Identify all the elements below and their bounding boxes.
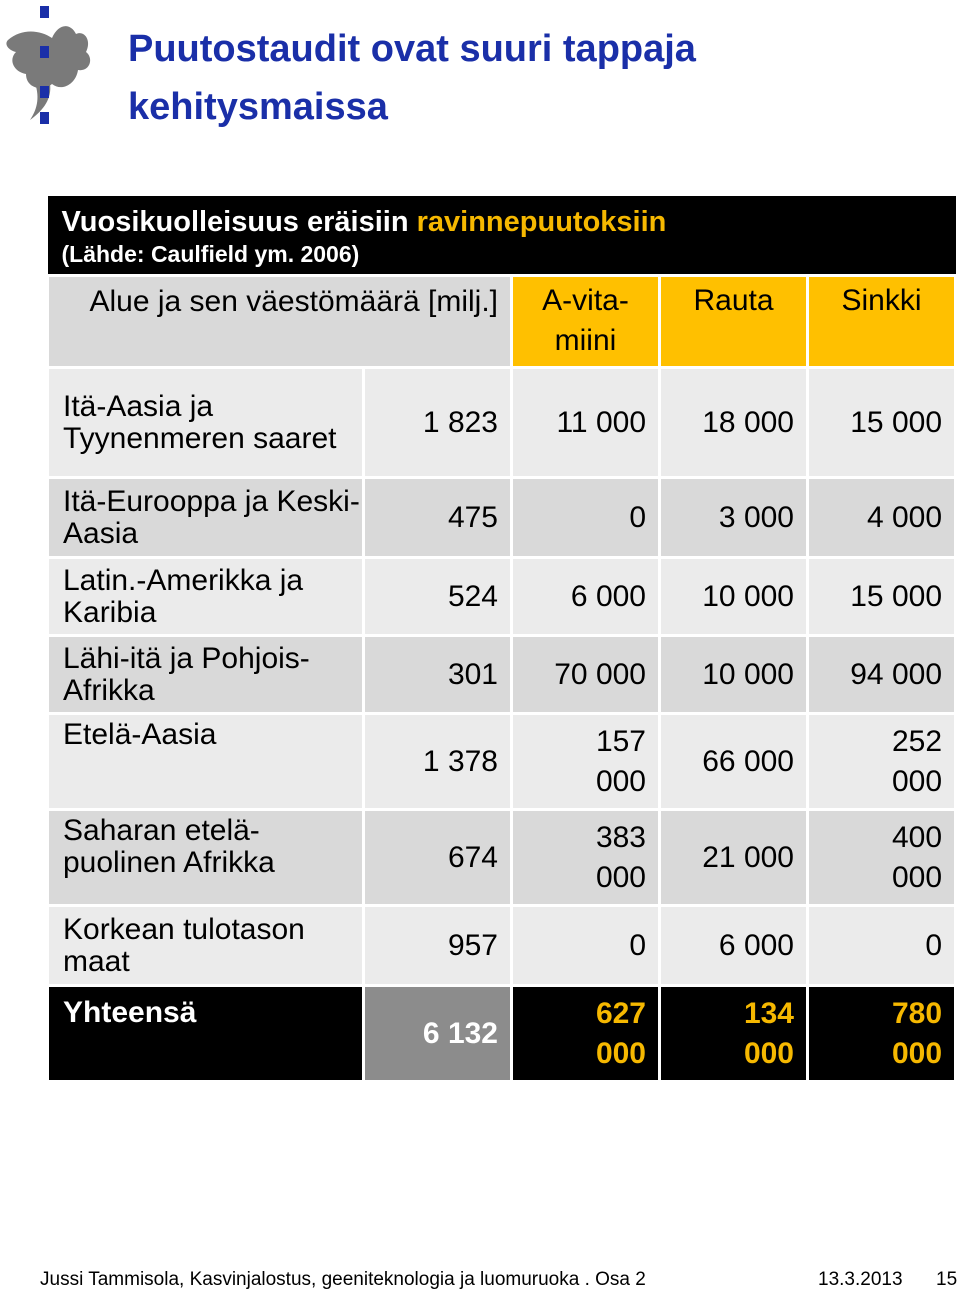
footer-date: 13.3.2013	[818, 1269, 903, 1290]
region-cell: Lähi-itä ja Pohjois-Afrikka	[48, 636, 364, 714]
page-title: Puutostaudit ovat suuri tappaja kehitysmaissa	[128, 28, 696, 128]
iron-cell: 3 000	[660, 478, 808, 558]
region-cell: Latin.-Amerikka ja Karibia	[48, 558, 364, 636]
total-vitamin-a-cell: 627 000	[512, 986, 660, 1082]
table-caption: Vuosikuolleisuus eräisiin ravinnepuutoksiin	[61, 206, 667, 238]
page-number: 15	[936, 1269, 958, 1290]
region-cell: Korkean tulotason maat	[48, 906, 364, 986]
population-cell: 1 378	[364, 714, 512, 810]
zinc-cell: 4 000	[808, 478, 956, 558]
caption-highlight: ravinnepuutoksiin	[416, 206, 667, 238]
total-population-cell: 6 132	[364, 986, 512, 1082]
zinc-cell: 94 000	[808, 636, 956, 714]
population-cell: 1 823	[364, 368, 512, 478]
table-row	[48, 478, 956, 558]
mortality-table	[46, 196, 957, 1083]
iron-cell: 10 000	[660, 636, 808, 714]
vitamin-a-cell: 0	[512, 478, 660, 558]
table-header	[48, 196, 956, 276]
column-headers	[48, 276, 956, 368]
population-cell: 957	[364, 906, 512, 986]
zinc-cell: 15 000	[808, 558, 956, 636]
vitamin-a-cell: 11 000	[512, 368, 660, 478]
total-label: Yhteensä	[48, 986, 364, 1082]
table-row	[48, 810, 956, 906]
iron-cell: 10 000	[660, 558, 808, 636]
iron-cell: 21 000	[660, 810, 808, 906]
table-row	[48, 558, 956, 636]
iron-cell: 6 000	[660, 906, 808, 986]
table-row	[48, 636, 956, 714]
region-cell: Saharan etelä-puolinen Afrikka	[48, 810, 364, 906]
total-iron-cell: 134 000	[660, 986, 808, 1082]
region-cell: Itä-Eurooppa ja Keski-Aasia	[48, 478, 364, 558]
table-row	[48, 368, 956, 478]
zinc-cell: 400 000	[808, 810, 956, 906]
vitamin-a-cell: 70 000	[512, 636, 660, 714]
col-header-zinc: Sinkki	[808, 276, 956, 368]
university-logo-icon	[0, 0, 110, 140]
iron-cell: 66 000	[660, 714, 808, 810]
population-cell: 674	[364, 810, 512, 906]
zinc-cell: 15 000	[808, 368, 956, 478]
vitamin-a-cell: 0	[512, 906, 660, 986]
vitamin-a-cell: 6 000	[512, 558, 660, 636]
col-header-region: Alue ja sen väestömäärä [milj.]	[48, 276, 512, 368]
population-cell: 301	[364, 636, 512, 714]
source-note: (Lähde: Caulfield ym. 2006)	[61, 241, 360, 267]
table-row	[48, 714, 956, 810]
table-row	[48, 906, 956, 986]
col-header-vitamin-a: A-vita- miini	[512, 276, 660, 368]
zinc-cell: 0	[808, 906, 956, 986]
col-header-iron: Rauta	[660, 276, 808, 368]
population-cell: 524	[364, 558, 512, 636]
region-cell: Itä-Aasia ja Tyynenmeren saaret	[48, 368, 364, 478]
iron-cell: 18 000	[660, 368, 808, 478]
vitamin-a-cell: 157 000	[512, 714, 660, 810]
population-cell: 475	[364, 478, 512, 558]
zinc-cell: 252 000	[808, 714, 956, 810]
footer-text: Jussi Tammisola, Kasvinjalostus, geeniteknologia ja luomuruoka . Osa 2	[40, 1269, 646, 1290]
total-zinc-cell: 780 000	[808, 986, 956, 1082]
region-cell: Etelä-Aasia	[48, 714, 364, 810]
vitamin-a-cell: 383 000	[512, 810, 660, 906]
total-row	[48, 986, 956, 1082]
